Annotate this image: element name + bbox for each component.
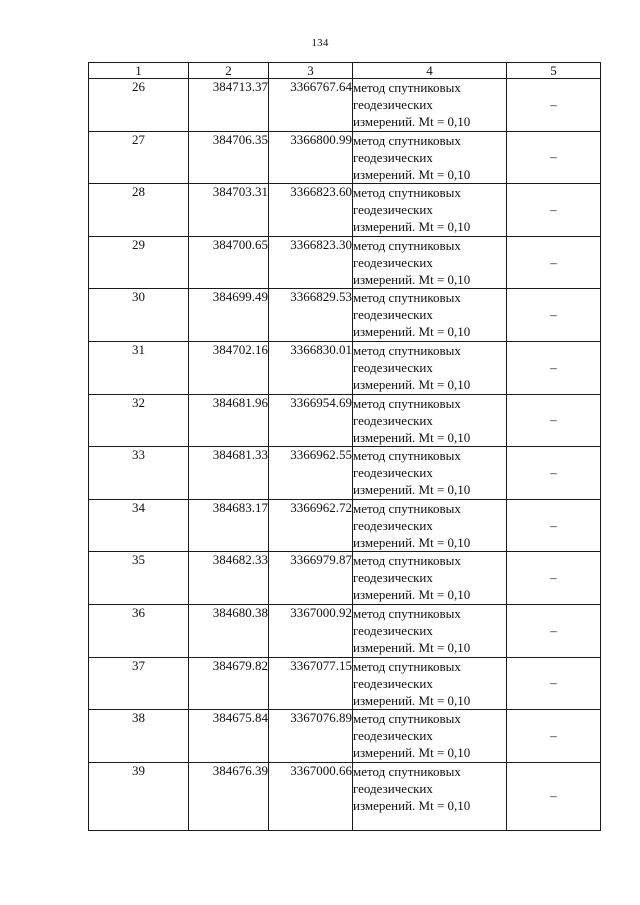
- table-row: [89, 499, 601, 552]
- x-coordinate-cell: 384681.96: [189, 394, 269, 447]
- method-cell: [353, 236, 507, 289]
- column-header-5: 5: [507, 63, 601, 79]
- method-line: измерений. Mt = 0,10: [353, 534, 471, 550]
- method-line: геодезических: [353, 675, 433, 691]
- method-line: геодезических: [353, 307, 433, 323]
- note-cell: –: [507, 341, 601, 394]
- point-number-cell: 34: [89, 499, 189, 552]
- coordinates-table: [88, 62, 601, 831]
- x-coordinate-cell: 384699.49: [189, 289, 269, 342]
- note-cell: –: [507, 762, 601, 830]
- y-coordinate-cell: 3367000.92: [269, 604, 353, 657]
- method-line: метод спутниковых: [353, 237, 461, 253]
- x-coordinate-cell: 384703.31: [189, 184, 269, 237]
- table-row: [89, 552, 601, 605]
- point-number-cell: 26: [89, 79, 189, 132]
- y-coordinate-cell: 3367077.15: [269, 657, 353, 710]
- method-cell: [353, 394, 507, 447]
- point-number-cell: 30: [89, 289, 189, 342]
- note-cell: –: [507, 394, 601, 447]
- note-cell: –: [507, 79, 601, 132]
- method-cell: [353, 447, 507, 500]
- method-cell: [353, 341, 507, 394]
- x-coordinate-cell: 384683.17: [189, 499, 269, 552]
- table-row: [89, 604, 601, 657]
- method-line: геодезических: [353, 97, 433, 112]
- x-coordinate-cell: 384713.37: [189, 79, 269, 132]
- method-cell: [353, 762, 507, 830]
- point-number-cell: 33: [89, 447, 189, 500]
- point-number-cell: 27: [89, 131, 189, 184]
- method-line: метод спутниковых: [353, 605, 461, 621]
- method-line: метод спутниковых: [353, 80, 461, 95]
- x-coordinate-cell: 384681.33: [189, 447, 269, 500]
- method-line: метод спутниковых: [353, 553, 461, 569]
- method-cell: [353, 710, 507, 763]
- table-row: [89, 79, 601, 132]
- method-line: метод спутниковых: [353, 711, 461, 727]
- method-line: геодезических: [353, 622, 433, 638]
- method-line: метод спутниковых: [353, 185, 461, 201]
- point-number-cell: 28: [89, 184, 189, 237]
- table-row: [89, 131, 601, 184]
- method-line: метод спутниковых: [353, 763, 461, 779]
- method-line: измерений. Mt = 0,10: [353, 324, 471, 340]
- note-cell: –: [507, 499, 601, 552]
- point-number-cell: 39: [89, 762, 189, 830]
- method-line: измерений. Mt = 0,10: [353, 482, 471, 498]
- note-cell: –: [507, 552, 601, 605]
- note-cell: –: [507, 710, 601, 763]
- method-line: геодезических: [353, 465, 433, 481]
- column-header-3: 3: [269, 63, 353, 79]
- point-number-cell: 31: [89, 341, 189, 394]
- y-coordinate-cell: 3366962.55: [269, 447, 353, 500]
- method-line: метод спутниковых: [353, 342, 461, 358]
- method-line: геодезических: [353, 359, 433, 375]
- method-line: метод спутниковых: [353, 500, 461, 516]
- y-coordinate-cell: 3366979.87: [269, 552, 353, 605]
- note-cell: –: [507, 447, 601, 500]
- y-coordinate-cell: 3366823.60: [269, 184, 353, 237]
- page-number: 134: [311, 37, 329, 49]
- method-cell: [353, 184, 507, 237]
- y-coordinate-cell: 3366962.72: [269, 499, 353, 552]
- column-header-2: 2: [189, 63, 269, 79]
- y-coordinate-cell: 3366800.99: [269, 131, 353, 184]
- point-number-cell: 38: [89, 710, 189, 763]
- table-row: [89, 394, 601, 447]
- y-coordinate-cell: 3366767.64: [269, 79, 353, 132]
- x-coordinate-cell: 384706.35: [189, 131, 269, 184]
- table-row: [89, 762, 601, 830]
- method-line: метод спутниковых: [353, 658, 461, 674]
- method-cell: [353, 131, 507, 184]
- table-row: [89, 657, 601, 710]
- note-cell: –: [507, 657, 601, 710]
- x-coordinate-cell: 384702.16: [189, 341, 269, 394]
- method-line: измерений. Mt = 0,10: [353, 114, 471, 129]
- method-line: геодезических: [353, 728, 433, 744]
- table-row: [89, 447, 601, 500]
- method-line: геодезических: [353, 412, 433, 428]
- method-line: измерений. Mt = 0,10: [353, 166, 471, 182]
- table-row: [89, 236, 601, 289]
- method-line: метод спутниковых: [353, 448, 461, 464]
- x-coordinate-cell: 384682.33: [189, 552, 269, 605]
- method-line: геодезических: [353, 254, 433, 270]
- method-cell: [353, 499, 507, 552]
- method-line: геодезических: [353, 780, 433, 796]
- method-line: геодезических: [353, 517, 433, 533]
- method-line: измерений. Mt = 0,10: [353, 692, 471, 708]
- column-header-4: 4: [353, 63, 507, 79]
- method-line: измерений. Mt = 0,10: [353, 376, 471, 392]
- point-number-cell: 37: [89, 657, 189, 710]
- method-cell: [353, 552, 507, 605]
- y-coordinate-cell: 3366830.01: [269, 341, 353, 394]
- method-line: измерений. Mt = 0,10: [353, 587, 471, 603]
- method-line: измерений. Mt = 0,10: [353, 219, 471, 235]
- method-line: измерений. Mt = 0,10: [353, 797, 471, 813]
- method-line: геодезических: [353, 570, 433, 586]
- method-line: измерений. Mt = 0,10: [353, 429, 471, 445]
- note-cell: –: [507, 604, 601, 657]
- method-line: геодезических: [353, 149, 433, 165]
- x-coordinate-cell: 384676.39: [189, 762, 269, 830]
- method-line: измерений. Mt = 0,10: [353, 639, 471, 655]
- method-line: метод спутниковых: [353, 290, 461, 306]
- method-cell: [353, 604, 507, 657]
- note-cell: –: [507, 236, 601, 289]
- x-coordinate-cell: 384700.65: [189, 236, 269, 289]
- method-line: метод спутниковых: [353, 395, 461, 411]
- method-cell: [353, 289, 507, 342]
- point-number-cell: 35: [89, 552, 189, 605]
- method-line: метод спутниковых: [353, 132, 461, 148]
- y-coordinate-cell: 3367000.66: [269, 762, 353, 830]
- method-cell: [353, 657, 507, 710]
- note-cell: –: [507, 131, 601, 184]
- point-number-cell: 32: [89, 394, 189, 447]
- y-coordinate-cell: 3367076.89: [269, 710, 353, 763]
- point-number-cell: 36: [89, 604, 189, 657]
- table-row: [89, 710, 601, 763]
- y-coordinate-cell: 3366954.69: [269, 394, 353, 447]
- table-body: [89, 79, 601, 831]
- method-line: геодезических: [353, 202, 433, 218]
- note-cell: –: [507, 289, 601, 342]
- method-cell: [353, 79, 507, 132]
- x-coordinate-cell: 384675.84: [189, 710, 269, 763]
- point-number-cell: 29: [89, 236, 189, 289]
- method-line: измерений. Mt = 0,10: [353, 271, 471, 287]
- table-header-row: [89, 63, 601, 79]
- y-coordinate-cell: 3366823.30: [269, 236, 353, 289]
- x-coordinate-cell: 384680.38: [189, 604, 269, 657]
- table-row: [89, 184, 601, 237]
- table-row: [89, 289, 601, 342]
- x-coordinate-cell: 384679.82: [189, 657, 269, 710]
- method-line: измерений. Mt = 0,10: [353, 745, 471, 761]
- table-row: [89, 341, 601, 394]
- note-cell: –: [507, 184, 601, 237]
- column-header-1: 1: [89, 63, 189, 79]
- y-coordinate-cell: 3366829.53: [269, 289, 353, 342]
